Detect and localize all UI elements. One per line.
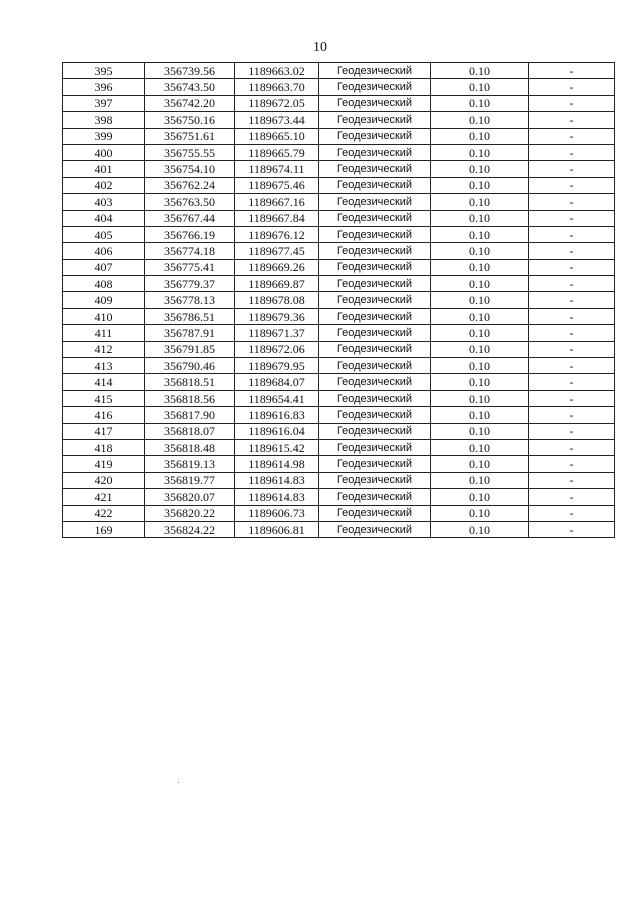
method-cell: Геодезический — [319, 358, 431, 374]
point-number-cell: 411 — [63, 325, 145, 341]
page-number: 10 — [313, 40, 327, 55]
y-coordinate-cell: 1189672.06 — [235, 341, 319, 357]
table-row — [63, 439, 615, 455]
point-number-cell: 407 — [63, 259, 145, 275]
point-number-cell: 419 — [63, 456, 145, 472]
accuracy-cell: 0.10 — [431, 128, 529, 144]
method-cell: Геодезический — [319, 144, 431, 160]
table-row — [63, 276, 615, 292]
method-cell: Геодезический — [319, 390, 431, 406]
table-row — [63, 505, 615, 521]
x-coordinate-cell: 356787.91 — [145, 325, 235, 341]
point-number-cell: 404 — [63, 210, 145, 226]
point-number-cell: 403 — [63, 194, 145, 210]
method-cell: Геодезический — [319, 472, 431, 488]
table-row — [63, 390, 615, 406]
y-coordinate-cell: 1189674.11 — [235, 161, 319, 177]
method-cell: Геодезический — [319, 112, 431, 128]
accuracy-cell: 0.10 — [431, 358, 529, 374]
point-number-cell: 420 — [63, 472, 145, 488]
table-row — [63, 144, 615, 160]
note-cell: - — [529, 341, 615, 357]
table-row — [63, 63, 615, 79]
point-number-cell: 405 — [63, 226, 145, 242]
method-cell: Геодезический — [319, 177, 431, 193]
table-row — [63, 292, 615, 308]
point-number-cell: 412 — [63, 341, 145, 357]
accuracy-cell: 0.10 — [431, 407, 529, 423]
method-cell: Геодезический — [319, 95, 431, 111]
y-coordinate-cell: 1189663.70 — [235, 79, 319, 95]
x-coordinate-cell: 356775.41 — [145, 259, 235, 275]
accuracy-cell: 0.10 — [431, 308, 529, 324]
method-cell: Геодезический — [319, 489, 431, 505]
table-row — [63, 407, 615, 423]
table-row — [63, 210, 615, 226]
table-row — [63, 259, 615, 275]
note-cell: - — [529, 177, 615, 193]
y-coordinate-cell: 1189606.73 — [235, 505, 319, 521]
accuracy-cell: 0.10 — [431, 439, 529, 455]
x-coordinate-cell: 356791.85 — [145, 341, 235, 357]
x-coordinate-cell: 356818.07 — [145, 423, 235, 439]
point-number-cell: 418 — [63, 439, 145, 455]
table-row — [63, 194, 615, 210]
table-row — [63, 177, 615, 193]
note-cell: - — [529, 358, 615, 374]
accuracy-cell: 0.10 — [431, 194, 529, 210]
accuracy-cell: 0.10 — [431, 144, 529, 160]
accuracy-cell: 0.10 — [431, 243, 529, 259]
method-cell: Геодезический — [319, 325, 431, 341]
note-cell: - — [529, 226, 615, 242]
y-coordinate-cell: 1189654.41 — [235, 390, 319, 406]
x-coordinate-cell: 356790.46 — [145, 358, 235, 374]
y-coordinate-cell: 1189665.10 — [235, 128, 319, 144]
method-cell: Геодезический — [319, 292, 431, 308]
note-cell: - — [529, 505, 615, 521]
note-cell: - — [529, 292, 615, 308]
method-cell: Геодезический — [319, 210, 431, 226]
y-coordinate-cell: 1189667.16 — [235, 194, 319, 210]
accuracy-cell: 0.10 — [431, 210, 529, 226]
table-row — [63, 128, 615, 144]
accuracy-cell: 0.10 — [431, 456, 529, 472]
table-row — [63, 341, 615, 357]
y-coordinate-cell: 1189669.87 — [235, 276, 319, 292]
accuracy-cell: 0.10 — [431, 341, 529, 357]
x-coordinate-cell: 356739.56 — [145, 63, 235, 79]
x-coordinate-cell: 356818.56 — [145, 390, 235, 406]
y-coordinate-cell: 1189616.04 — [235, 423, 319, 439]
coordinates-table-container — [62, 62, 614, 538]
point-number-cell: 413 — [63, 358, 145, 374]
x-coordinate-cell: 356817.90 — [145, 407, 235, 423]
method-cell: Геодезический — [319, 456, 431, 472]
x-coordinate-cell: 356742.20 — [145, 95, 235, 111]
note-cell: - — [529, 276, 615, 292]
x-coordinate-cell: 356786.51 — [145, 308, 235, 324]
method-cell: Геодезический — [319, 423, 431, 439]
table-row — [63, 472, 615, 488]
y-coordinate-cell: 1189675.46 — [235, 177, 319, 193]
note-cell: - — [529, 63, 615, 79]
table-row — [63, 243, 615, 259]
note-cell: - — [529, 194, 615, 210]
point-number-cell: 416 — [63, 407, 145, 423]
x-coordinate-cell: 356818.51 — [145, 374, 235, 390]
note-cell: - — [529, 374, 615, 390]
note-cell: - — [529, 521, 615, 537]
method-cell: Геодезический — [319, 341, 431, 357]
table-row — [63, 112, 615, 128]
table-row — [63, 423, 615, 439]
y-coordinate-cell: 1189684.07 — [235, 374, 319, 390]
point-number-cell: 399 — [63, 128, 145, 144]
coordinates-table-body — [63, 63, 615, 538]
method-cell: Геодезический — [319, 161, 431, 177]
accuracy-cell: 0.10 — [431, 472, 529, 488]
point-number-cell: 409 — [63, 292, 145, 308]
table-row — [63, 489, 615, 505]
accuracy-cell: 0.10 — [431, 79, 529, 95]
note-cell: - — [529, 489, 615, 505]
point-number-cell: 415 — [63, 390, 145, 406]
note-cell: - — [529, 439, 615, 455]
point-number-cell: 414 — [63, 374, 145, 390]
point-number-cell: 421 — [63, 489, 145, 505]
y-coordinate-cell: 1189669.26 — [235, 259, 319, 275]
x-coordinate-cell: 356755.55 — [145, 144, 235, 160]
y-coordinate-cell: 1189614.83 — [235, 489, 319, 505]
x-coordinate-cell: 356743.50 — [145, 79, 235, 95]
note-cell: - — [529, 456, 615, 472]
point-number-cell: 417 — [63, 423, 145, 439]
accuracy-cell: 0.10 — [431, 423, 529, 439]
coordinates-table — [62, 62, 615, 538]
y-coordinate-cell: 1189679.36 — [235, 308, 319, 324]
x-coordinate-cell: 356818.48 — [145, 439, 235, 455]
method-cell: Геодезический — [319, 63, 431, 79]
method-cell: Геодезический — [319, 79, 431, 95]
method-cell: Геодезический — [319, 407, 431, 423]
accuracy-cell: 0.10 — [431, 489, 529, 505]
x-coordinate-cell: 356820.07 — [145, 489, 235, 505]
x-coordinate-cell: 356767.44 — [145, 210, 235, 226]
method-cell: Геодезический — [319, 439, 431, 455]
accuracy-cell: 0.10 — [431, 95, 529, 111]
note-cell: - — [529, 144, 615, 160]
x-coordinate-cell: 356766.19 — [145, 226, 235, 242]
note-cell: - — [529, 390, 615, 406]
accuracy-cell: 0.10 — [431, 161, 529, 177]
y-coordinate-cell: 1189676.12 — [235, 226, 319, 242]
method-cell: Геодезический — [319, 505, 431, 521]
x-coordinate-cell: 356751.61 — [145, 128, 235, 144]
point-number-cell: 402 — [63, 177, 145, 193]
accuracy-cell: 0.10 — [431, 390, 529, 406]
accuracy-cell: 0.10 — [431, 177, 529, 193]
table-row — [63, 374, 615, 390]
table-row — [63, 226, 615, 242]
y-coordinate-cell: 1189614.83 — [235, 472, 319, 488]
method-cell: Геодезический — [319, 521, 431, 537]
accuracy-cell: 0.10 — [431, 521, 529, 537]
note-cell: - — [529, 325, 615, 341]
method-cell: Геодезический — [319, 194, 431, 210]
note-cell: - — [529, 423, 615, 439]
note-cell: - — [529, 79, 615, 95]
table-row — [63, 325, 615, 341]
method-cell: Геодезический — [319, 308, 431, 324]
table-row — [63, 358, 615, 374]
accuracy-cell: 0.10 — [431, 325, 529, 341]
accuracy-cell: 0.10 — [431, 276, 529, 292]
method-cell: Геодезический — [319, 259, 431, 275]
x-coordinate-cell: 356779.37 — [145, 276, 235, 292]
y-coordinate-cell: 1189606.81 — [235, 521, 319, 537]
y-coordinate-cell: 1189679.95 — [235, 358, 319, 374]
x-coordinate-cell: 356819.77 — [145, 472, 235, 488]
table-row — [63, 456, 615, 472]
accuracy-cell: 0.10 — [431, 112, 529, 128]
y-coordinate-cell: 1189663.02 — [235, 63, 319, 79]
scan-speck — [178, 782, 179, 783]
table-row — [63, 308, 615, 324]
note-cell: - — [529, 128, 615, 144]
note-cell: - — [529, 407, 615, 423]
accuracy-cell: 0.10 — [431, 374, 529, 390]
x-coordinate-cell: 356819.13 — [145, 456, 235, 472]
table-row — [63, 79, 615, 95]
table-row — [63, 95, 615, 111]
point-number-cell: 401 — [63, 161, 145, 177]
note-cell: - — [529, 472, 615, 488]
x-coordinate-cell: 356820.22 — [145, 505, 235, 521]
accuracy-cell: 0.10 — [431, 505, 529, 521]
point-number-cell: 398 — [63, 112, 145, 128]
y-coordinate-cell: 1189678.08 — [235, 292, 319, 308]
accuracy-cell: 0.10 — [431, 292, 529, 308]
accuracy-cell: 0.10 — [431, 259, 529, 275]
y-coordinate-cell: 1189616.83 — [235, 407, 319, 423]
point-number-cell: 422 — [63, 505, 145, 521]
y-coordinate-cell: 1189672.05 — [235, 95, 319, 111]
y-coordinate-cell: 1189665.79 — [235, 144, 319, 160]
x-coordinate-cell: 356824.22 — [145, 521, 235, 537]
point-number-cell: 408 — [63, 276, 145, 292]
method-cell: Геодезический — [319, 243, 431, 259]
note-cell: - — [529, 161, 615, 177]
method-cell: Геодезический — [319, 276, 431, 292]
point-number-cell: 400 — [63, 144, 145, 160]
method-cell: Геодезический — [319, 374, 431, 390]
x-coordinate-cell: 356750.16 — [145, 112, 235, 128]
x-coordinate-cell: 356762.24 — [145, 177, 235, 193]
note-cell: - — [529, 259, 615, 275]
table-row — [63, 161, 615, 177]
x-coordinate-cell: 356754.10 — [145, 161, 235, 177]
point-number-cell: 396 — [63, 79, 145, 95]
y-coordinate-cell: 1189673.44 — [235, 112, 319, 128]
point-number-cell: 406 — [63, 243, 145, 259]
note-cell: - — [529, 95, 615, 111]
point-number-cell: 395 — [63, 63, 145, 79]
x-coordinate-cell: 356774.18 — [145, 243, 235, 259]
y-coordinate-cell: 1189677.45 — [235, 243, 319, 259]
table-row — [63, 521, 615, 537]
accuracy-cell: 0.10 — [431, 226, 529, 242]
x-coordinate-cell: 356778.13 — [145, 292, 235, 308]
accuracy-cell: 0.10 — [431, 63, 529, 79]
note-cell: - — [529, 112, 615, 128]
point-number-cell: 169 — [63, 521, 145, 537]
y-coordinate-cell: 1189667.84 — [235, 210, 319, 226]
method-cell: Геодезический — [319, 226, 431, 242]
x-coordinate-cell: 356763.50 — [145, 194, 235, 210]
method-cell: Геодезический — [319, 128, 431, 144]
y-coordinate-cell: 1189614.98 — [235, 456, 319, 472]
y-coordinate-cell: 1189671.37 — [235, 325, 319, 341]
y-coordinate-cell: 1189615.42 — [235, 439, 319, 455]
note-cell: - — [529, 210, 615, 226]
point-number-cell: 397 — [63, 95, 145, 111]
point-number-cell: 410 — [63, 308, 145, 324]
note-cell: - — [529, 243, 615, 259]
note-cell: - — [529, 308, 615, 324]
